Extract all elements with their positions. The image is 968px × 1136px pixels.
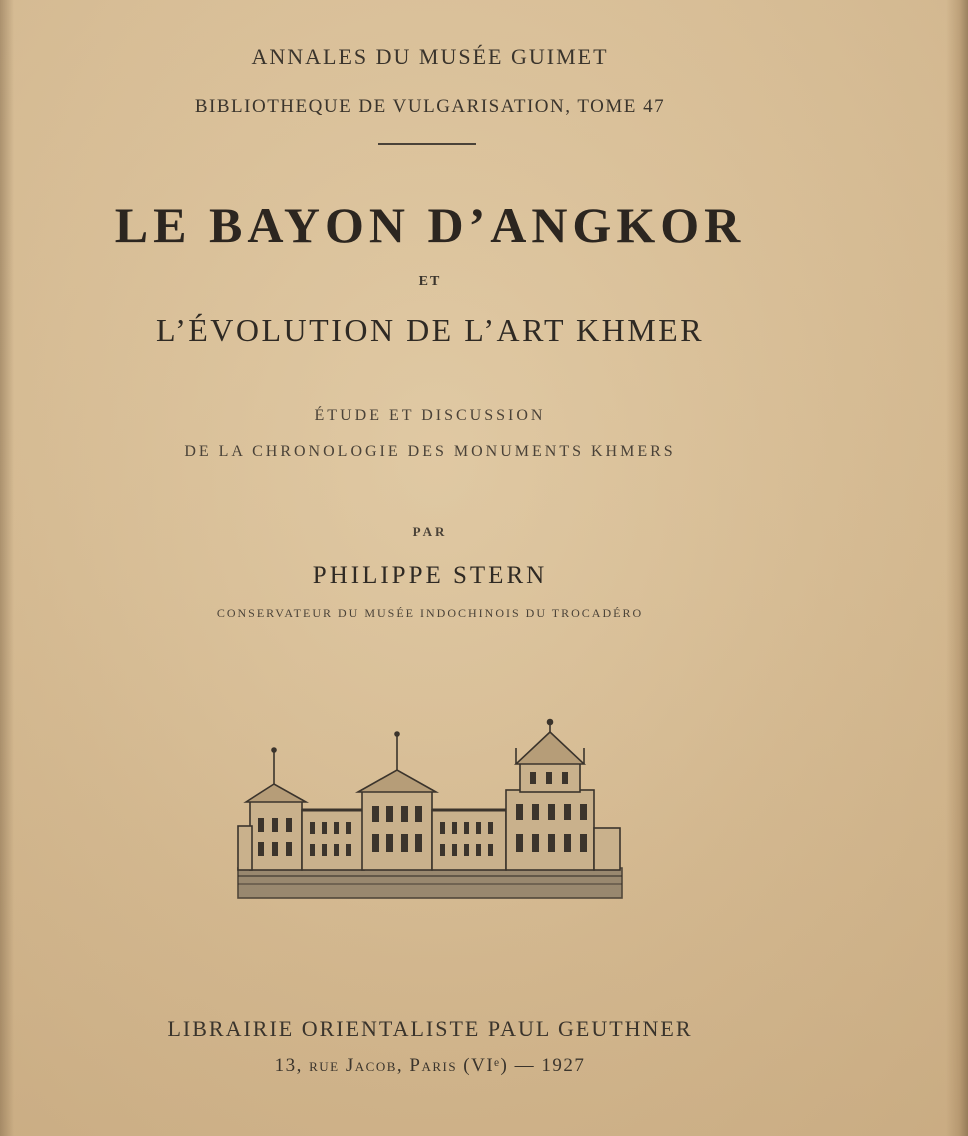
author-name: PHILIPPE STERN: [312, 562, 548, 589]
publisher-address-date: 13, rue Jacob, Paris (VIᵉ) — 1927: [274, 1055, 586, 1076]
page-right-edge: [946, 0, 968, 1136]
author-position: CONSERVATEUR DU MUSÉE INDOCHINOIS DU TROCADÉRO: [216, 606, 644, 620]
study-description-line-2: DE LA CHRONOLOGIE DES MONUMENTS KHMERS: [184, 443, 676, 460]
collection-name: BIBLIOTHEQUE DE VULGARISATION, TOME 47: [194, 96, 666, 117]
museum-building-engraving-icon: [234, 718, 626, 906]
book-subtitle: L’ÉVOLUTION DE L’ART KHMER: [155, 312, 705, 348]
title-conjunction: ET: [418, 274, 442, 289]
book-title: LE BAYON D’ANGKOR: [114, 197, 746, 253]
study-description-line-1: ÉTUDE ET DISCUSSION: [314, 407, 546, 424]
publisher-name: LIBRAIRIE ORIENTALISTE PAUL GEUTHNER: [167, 1016, 693, 1041]
by-label: PAR: [412, 524, 448, 539]
series-name: ANNALES DU MUSÉE GUIMET: [251, 44, 609, 69]
divider-rule: [378, 143, 476, 145]
